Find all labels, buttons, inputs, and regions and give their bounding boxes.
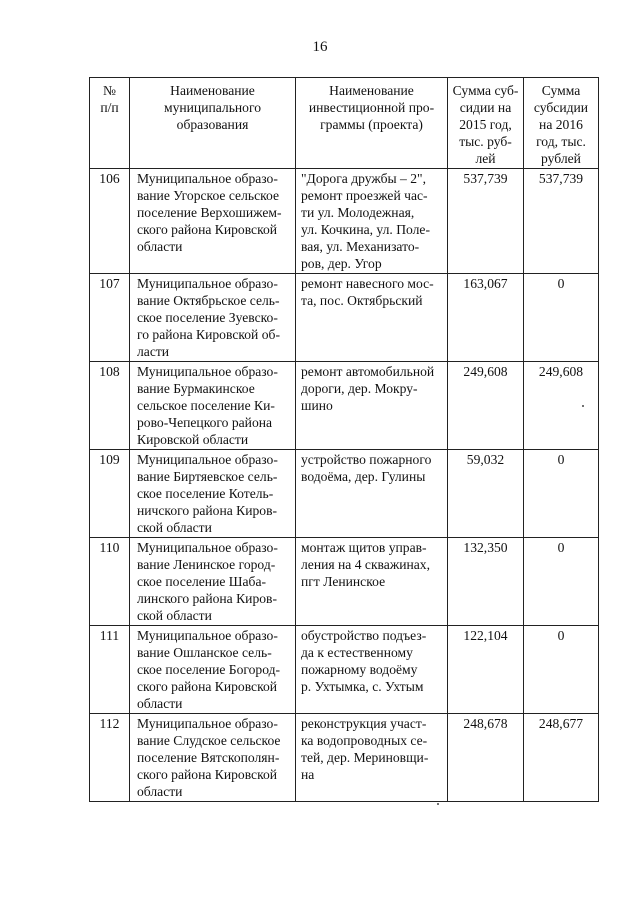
municipality-name: Муниципальное образо- вание Слудское сельское поселение Вятскополян- ского района Кировской области — [130, 714, 296, 802]
scan-speck — [582, 405, 584, 407]
project-name: ремонт навесного мос- та, пос. Октябрьский — [296, 274, 448, 362]
sum-2015: 132,350 — [448, 538, 524, 626]
table-row — [90, 274, 599, 362]
table-row — [90, 362, 599, 450]
sum-2015: 537,739 — [448, 169, 524, 274]
row-number: 107 — [90, 274, 130, 362]
municipality-name: Муниципальное образо- вание Бурмакинское сельское поселение Ки- рово-Чепецкого района Кировской области — [130, 362, 296, 450]
municipality-name: Муниципальное образо- вание Биртяевское сель- ское поселение Котель- ничского района Киров- ской области — [130, 450, 296, 538]
sum-2016: 0 — [524, 450, 599, 538]
sum-2015: 122,104 — [448, 626, 524, 714]
sum-2015: 59,032 — [448, 450, 524, 538]
municipality-name: Муниципальное образо- вание Октябрьское сель- ское поселение Зуевско- го района Кировской об- ласти — [130, 274, 296, 362]
project-name: устройство пожарного водоёма, дер. Гулины — [296, 450, 448, 538]
municipality-name: Муниципальное образо- вание Ошланское сель- ское поселение Богород- ского района Кировской области — [130, 626, 296, 714]
page-number: 16 — [312, 39, 328, 55]
municipality-name: Муниципальное образо- вание Ленинское город- ское поселение Шаба- линского района Киров- ской области — [130, 538, 296, 626]
table-row — [90, 450, 599, 538]
row-number: 106 — [90, 169, 130, 274]
subsidy-table — [89, 77, 599, 802]
header-sum-2015: Сумма суб- сидии на 2015 год, тыс. руб- лей — [448, 78, 524, 169]
header-number: № п/п — [90, 78, 130, 169]
scan-speck — [437, 803, 439, 805]
row-number: 110 — [90, 538, 130, 626]
table-header-row — [90, 78, 599, 169]
sum-2015: 163,067 — [448, 274, 524, 362]
table-row — [90, 714, 599, 802]
project-name: реконструкция участ- ка водопроводных се- тей, дер. Мериновщи- на — [296, 714, 448, 802]
sum-2016: 0 — [524, 274, 599, 362]
project-name: монтаж щитов управ- ления на 4 скважинах, пгт Ленинское — [296, 538, 448, 626]
sum-2015: 248,678 — [448, 714, 524, 802]
sum-2016: 537,739 — [524, 169, 599, 274]
sum-2015: 249,608 — [448, 362, 524, 450]
row-number: 112 — [90, 714, 130, 802]
header-project: Наименование инвестиционной про- граммы (проекта) — [296, 78, 448, 169]
row-number: 109 — [90, 450, 130, 538]
sum-2016: 248,677 — [524, 714, 599, 802]
project-name: обустройство подъез- да к естественному пожарному водоёму р. Ухтымка, с. Ухтым — [296, 626, 448, 714]
header-sum-2016: Сумма субсидии на 2016 год, тыс. рублей — [524, 78, 599, 169]
project-name: "Дорога дружбы – 2", ремонт проезжей час- ти ул. Молодежная, ул. Кочкина, ул. Поле- вая, ул. Механизато- ров, дер. Угор — [296, 169, 448, 274]
sum-2016: 249,608 — [524, 362, 599, 450]
sum-2016: 0 — [524, 538, 599, 626]
project-name: ремонт автомобильной дороги, дер. Мокру- шино — [296, 362, 448, 450]
sum-2016: 0 — [524, 626, 599, 714]
header-municipality: Наименование муниципального образования — [130, 78, 296, 169]
row-number: 108 — [90, 362, 130, 450]
table-row — [90, 626, 599, 714]
municipality-name: Муниципальное образо- вание Угорское сельское поселение Верхошижем- ского района Кировской области — [130, 169, 296, 274]
table-row — [90, 169, 599, 274]
row-number: 111 — [90, 626, 130, 714]
table-row — [90, 538, 599, 626]
